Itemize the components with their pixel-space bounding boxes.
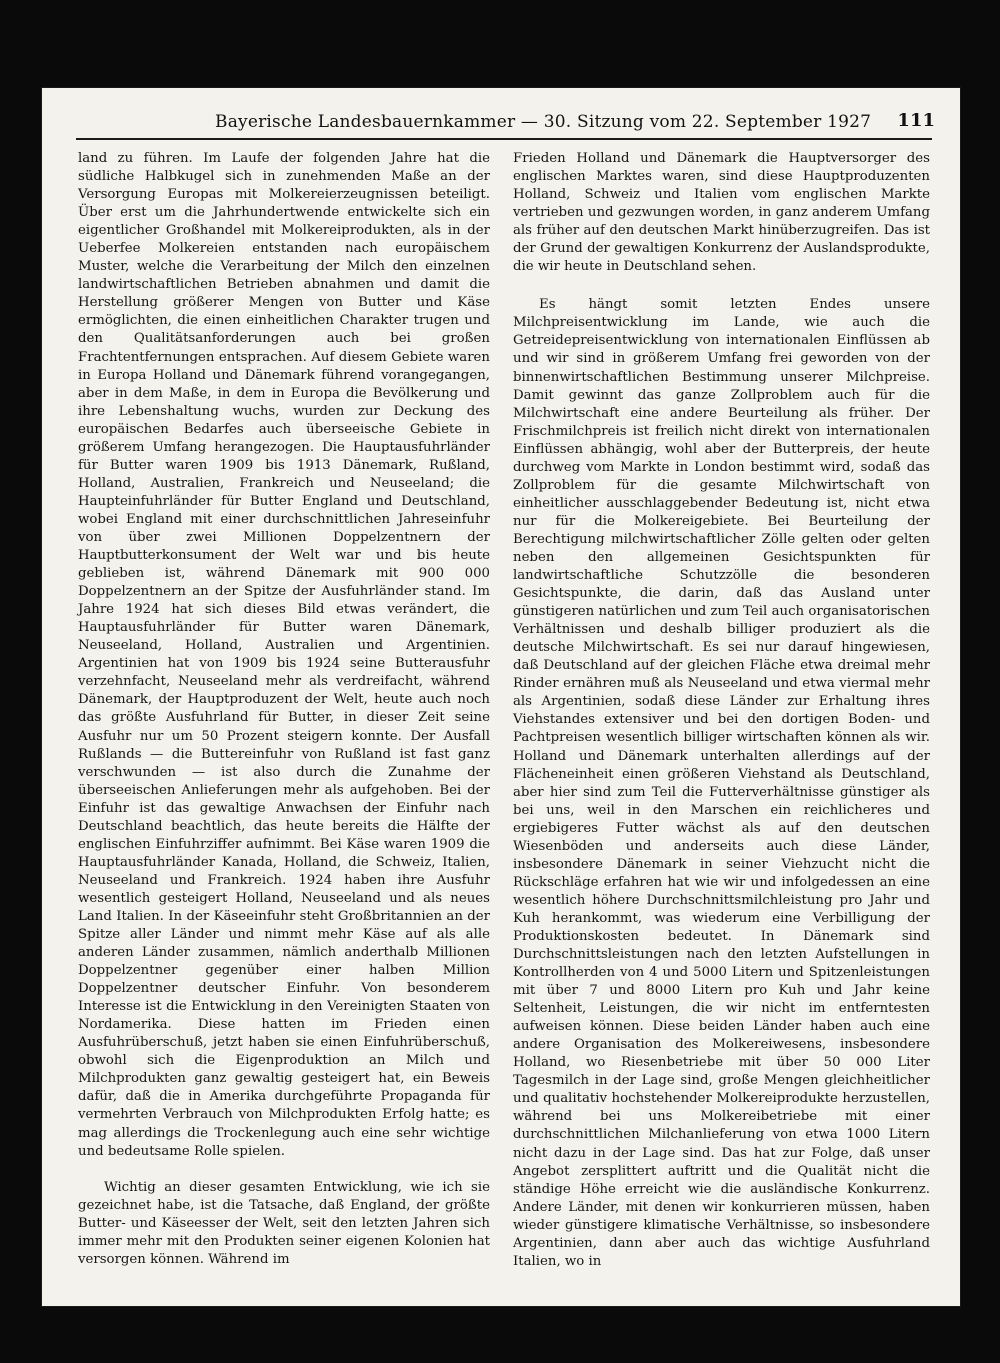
right-column [513,150,930,1271]
page-number: 111 [897,110,935,131]
header-rule [76,138,932,140]
page-header [215,108,935,136]
left-column-paragraph-2: Wichtig an dieser gesamten Entwicklung, wie ich sie gezeichnet habe, ist die Tatsache, daß England, der größte Butter- und Käseesser der Welt, seit den letzten Jahren sich immer mehr mit den Produkten seiner eigenen Kolonien hat versorgen können. Während im [78,1179,490,1267]
running-head: Bayerische Landesbauernkammer — 30. Sitzung vom 22. September 1927 [215,112,872,132]
left-column [78,150,490,1269]
left-column-paragraph-1: land zu führen. Im Laufe der folgenden Jahre hat die südliche Halbkugel sich in zunehmenden Maße an der Versorgung Europas mit Molkereierzeugnissen beteiligt. Über erst um die Jahrhundertwende entwickelte sich ein eigentlicher Großhandel mit Molkereiprodukten, als in der Ueberfee Molkereien entstanden nach europäischem Muster, welche die Verarbeitung der Milch den einzelnen landwirtschaftlichen Betrieben abnahmen und damit die Herstellung größerer Mengen von Butter und Käse ermöglichten, die einen einheitlichen Charakter trugen und den Qualitätsanforderungen auch bei großen Frachtentfernungen entsprachen. Auf diesem Gebiete waren in Europa Holland und Dänemark führend vorangegangen, aber in dem Maße, in dem in Europa die Bevölkerung und ihre Lebenshaltung wuchs, wurden zur Deckung des europäischen Bedarfes auch überseeische Gebiete in größerem Umfang herangezogen. Die Hauptausfuhrländer für Butter waren 1909 bis 1913 Dänemark, Rußland, Holland, Australien, Frankreich und Neuseeland; die Haupteinfuhrländer für Butter England und Deutschland, wobei England mit einer durchschnittlichen Jahreseinfuhr von über zwei Millionen Doppelzentnern der Hauptbutterkonsument der Welt war und bis heute geblieben ist, während Dänemark mit 900 000 Doppelzentnern an der Spitze der Ausfuhrländer stand. Im Jahre 1924 hat sich dieses Bild etwas verändert, die Hauptausfuhrländer für Butter waren Dänemark, Neuseeland, Holland, Australien und Argentinien. Argentinien hat von 1909 bis 1924 seine Butterausfuhr verzehnfacht, Neuseeland mehr als verdreifacht, während Dänemark, der Hauptproduzent der Welt, heute auch noch das größte Ausfuhrland für Butter, in dieser Zeit seine Ausfuhr nur um 50 Prozent steigern konnte. Der Ausfall Rußlands — die Buttereinfuhr von Rußland ist fast ganz verschwunden — ist also durch die Zunahme der überseeischen Anlieferungen mehr als aufgehoben. Bei der Einfuhr ist das gewaltige Anwachsen der Einfuhr nach Deutschland beachtlich, das heute bereits die Hälfte der englischen Einfuhrziffer aufnimmt. Bei Käse waren 1909 die Hauptausfuhrländer Kanada, Holland, die Schweiz, Italien, Neuseeland und Frankreich. 1924 haben ihre Ausfuhr wesentlich gesteigert Holland, Neuseeland und als neues Land Italien. In der Käseeinfuhr steht Großbritannien an der Spitze aller Länder und nimmt mehr Käse auf als alle anderen Länder zusammen, nämlich anderthalb Millionen Doppelzentner gegenüber einer halben Million Doppelzentner deutscher Einfuhr. Von besonderem Interesse ist die Entwicklung in den Vereinigten Staaten von Nordamerika. Diese hatten im Frieden einen Ausfuhrüberschuß, jetzt haben sie einen Einfuhrüberschuß, obwohl sich die Eigenproduktion an Milch und Milchprodukten ganz gewaltig gesteigert hat, ein Beweis dafür, daß die in Amerika durchgeführte Propaganda für vermehrten Verbrauch von Milchprodukten Erfolg hatte; es mag allerdings die Trockenlegung auch eine sehr wichtige und bedeutsame Rolle spielen. [78,151,490,1159]
right-column-paragraph-2: Es hängt somit letzten Endes unsere Milchpreisentwicklung im Lande, wie auch die Getreidepreisentwicklung von internationalen Einflüssen ab und wir sind in größerem Umfang frei geworden von der binnenwirtschaftlichen Bestimmung unserer Milchpreise. Damit gewinnt das ganze Zollproblem auch für die Milchwirtschaft eine andere Beurteilung als früher. Der Frischmilchpreis ist freilich nicht direkt von internationalen Einflüssen abhängig, wohl aber der Butterpreis, der heute durchweg vom Markte in London bestimmt wird, sodaß das Zollproblem für die gesamte Milchwirtschaft von einheitlicher ausschlaggebender Bedeutung ist, nicht etwa nur für die Molkereigebiete. Bei Beurteilung der Berechtigung milchwirtschaftlicher Zölle gelten oder gelten neben den allgemeinen Gesichtspunkten für landwirtschaftliche Schutzzölle die besonderen Gesichtspunkte, die darin, daß das Ausland unter günstigeren natürlichen und zum Teil auch organisatorischen Verhältnissen und deshalb billiger produziert als die deutsche Milchwirtschaft. Es sei nur darauf hingewiesen, daß Deutschland auf der gleichen Fläche etwa dreimal mehr Rinder ernähren muß als Neuseeland und etwa viermal mehr als Argentinien, sodaß diese Länder zur Erhaltung ihres Viehstandes extensiver und bei den dortigen Boden- und Pachtpreisen wesentlich billiger wirtschaften können als wir. Holland und Dänemark unterhalten allerdings auf der Flächeneinheit einen größeren Viehstand als Deutschland, aber hier sind zum Teil die Futterverhältnisse günstiger als bei uns, weil in den Marschen ein reichlicheres und ergiebigeres Futter wächst als auf den deutschen Wiesenböden und anderseits auch diese Länder, insbesondere Dänemark in seiner Viehzucht nicht die Rückschläge erfahren hat wie wir und infolgedessen an eine wesentlich höhere Durchschnittsmilchleistung pro Jahr und Kuh herankommt, was wiederum eine Verbilligung der Produktionskosten bedeutet. In Dänemark sind Durchschnittsleistungen nach den letzten Aufstellungen in Kontrollherden von 4 und 5000 Litern und Spitzenleistungen mit über 7 und 8000 Litern pro Kuh und Jahr keine Seltenheit, Leistungen, die wir nicht im entferntesten aufweisen können. Diese beiden Länder haben auch eine andere Organisation des Molkereiwesens, insbesondere Holland, wo Riesenbetriebe mit über 50 000 Liter Tagesmilch in der Lage sind, große Mengen gleichheitlicher und qualitativ hochstehender Molkereiprodukte herzustellen, während bei uns Molkereibetriebe mit einer durchschnittlichen Milchanlieferung von etwa 1000 Litern nicht dazu in der Lage sind. Das hat zur Folge, daß unser Angebot zersplittert auftritt und die Qualität nicht die ständige Höhe erreicht wie die ausländische Konkurrenz. Andere Länder, mit denen wir konkurrieren müssen, haben wieder günstigere klimatische Verhältnisse, so insbesondere Argentinien, dann aber auch das wichtige Ausfuhrland Italien, wo in [513,297,930,1269]
right-column-paragraph-1: Frieden Holland und Dänemark die Hauptversorger des englischen Marktes waren, sind diese Hauptproduzenten Holland, Schweiz und Italien vom englischen Markte vertrieben und gezwungen worden, in ganz anderem Umfang als früher auf den deutschen Markt hinüberzugreifen. Das ist der Grund der gewaltigen Konkurrenz der Auslandsprodukte, die wir heute in Deutschland sehen. [513,151,930,275]
